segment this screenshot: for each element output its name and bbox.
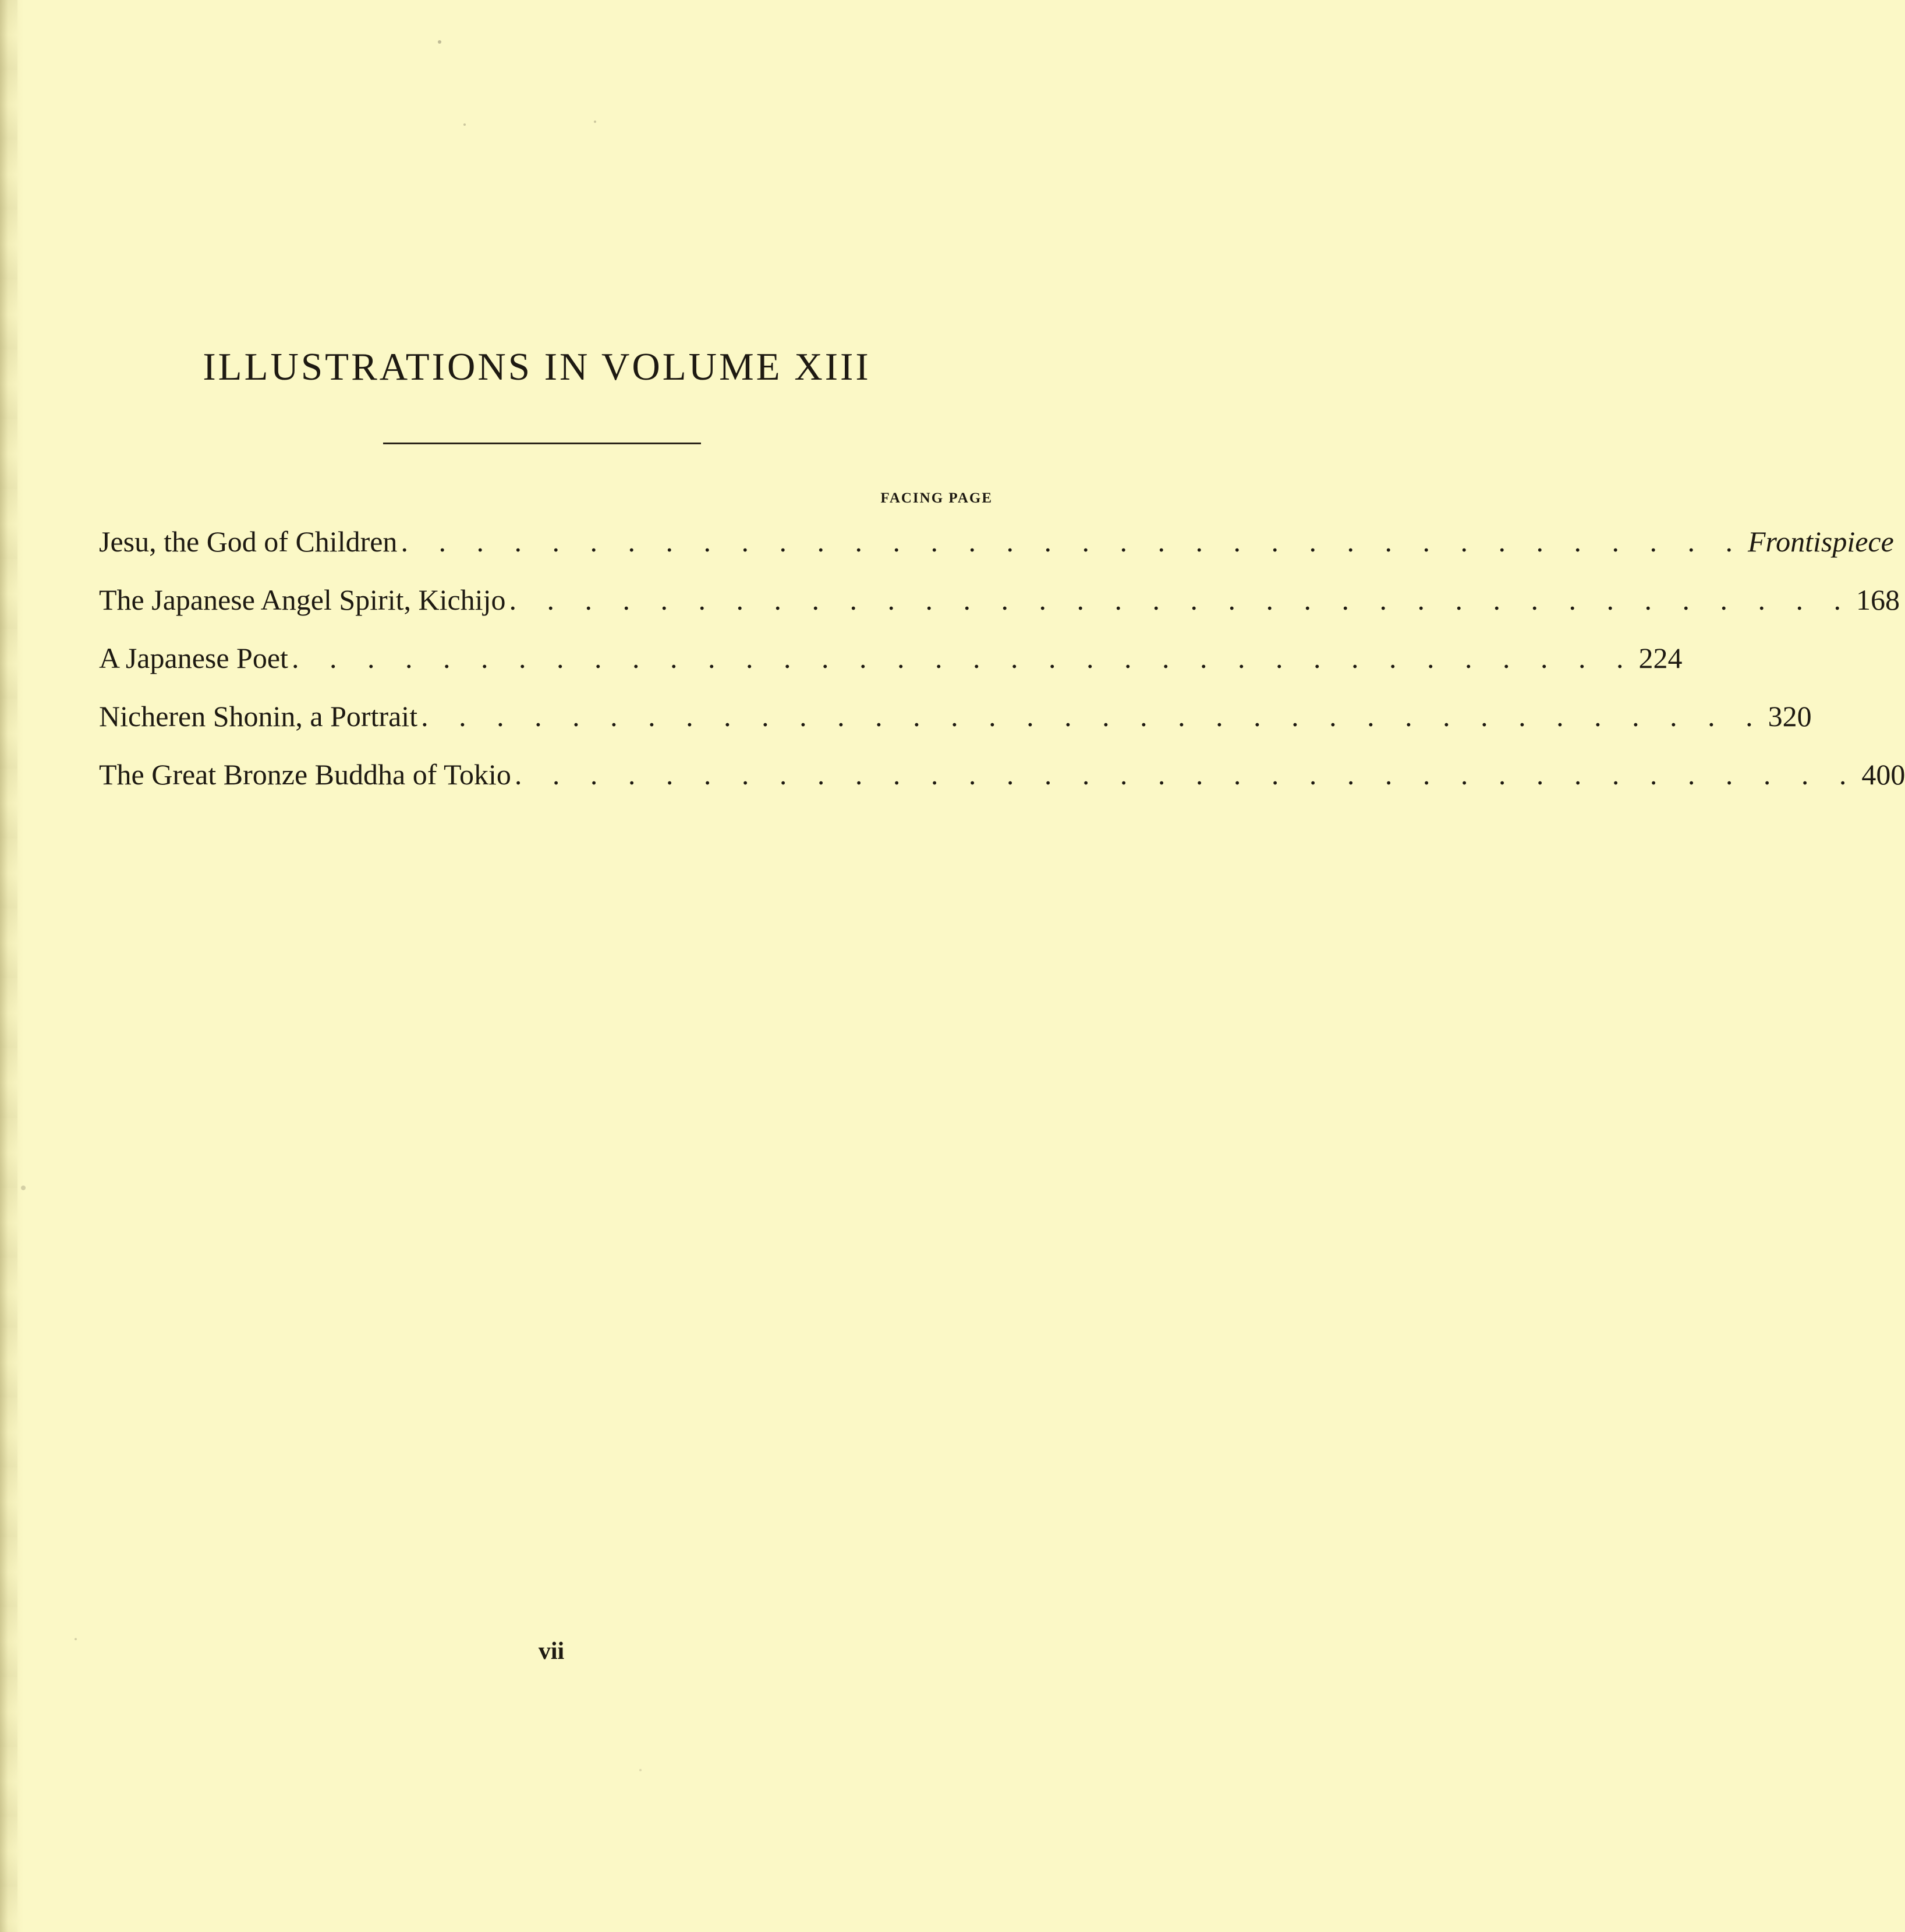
speck [463, 123, 466, 126]
entry-page: 400 [1861, 758, 1905, 791]
entry-title: Jesu, the God of Children [99, 525, 398, 558]
list-item [99, 512, 1894, 571]
list-item [99, 571, 1900, 629]
list-item [99, 629, 1683, 687]
page-number [0, 1637, 1190, 1665]
dot-leader: . . . . . . . . . . . . . . . . . . . . . . . . . . . . . . . . . . . . [509, 583, 1853, 616]
entry-page: 224 [1638, 642, 1683, 674]
dot-leader: . . . . . . . . . . . . . . . . . . . . . . . . . . . . . . . . . . . . [291, 642, 1635, 674]
entry-page: 320 [1768, 700, 1812, 733]
dot-leader: . . . . . . . . . . . . . . . . . . . . . . . . . . . . . . . . . . . . [401, 525, 1744, 558]
page-heading-text: ILLUSTRATIONS IN VOLUME XIII [203, 345, 871, 388]
entry-page: Frontispiece [1747, 525, 1894, 558]
entry-page: 168 [1856, 583, 1900, 616]
speck [21, 1186, 26, 1190]
list-item [99, 687, 1812, 745]
list-item [99, 745, 1905, 804]
illustrations-list [99, 512, 1905, 804]
dot-leader: . . . . . . . . . . . . . . . . . . . . . . . . . . . . . . . . . . . . [421, 700, 1765, 733]
dot-leader: . . . . . . . . . . . . . . . . . . . . . . . . . . . . . . . . . . . . [514, 758, 1858, 791]
page-heading [0, 345, 1190, 390]
speck [639, 1769, 642, 1771]
entry-title: A Japanese Poet [99, 642, 288, 674]
entry-title: The Japanese Angel Spirit, Kichijo [99, 583, 506, 616]
entry-title: Nicheren Shonin, a Portrait [99, 700, 418, 733]
entry-title: The Great Bronze Buddha of Tokio [99, 758, 511, 791]
speck [594, 121, 596, 123]
page-number-text: vii [538, 1638, 565, 1665]
speck [438, 40, 441, 44]
heading-rule [383, 443, 701, 444]
facing-page-label: FACING PAGE [880, 490, 993, 506]
